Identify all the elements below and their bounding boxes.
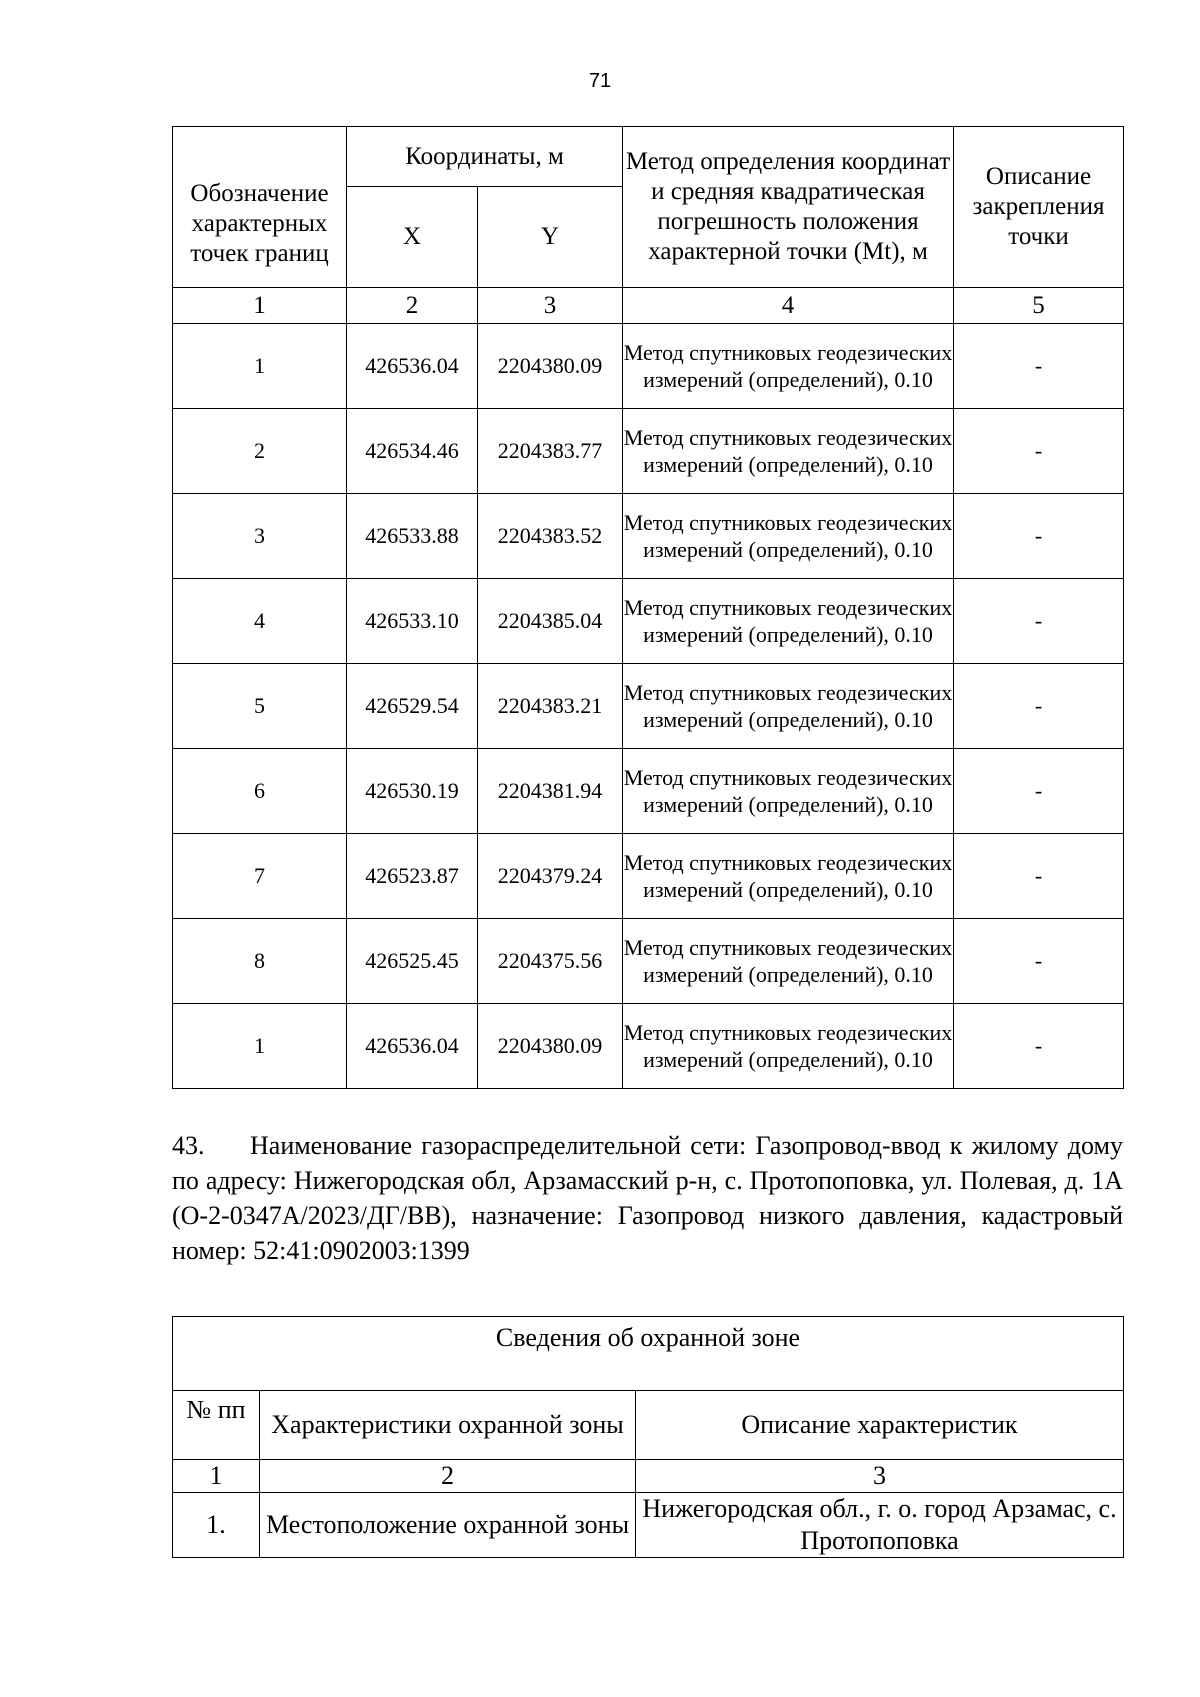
page-number: 71 [588,70,612,92]
point-number: 6 [173,749,347,834]
header-num: № пп [173,1391,260,1460]
coord-x: 426529.54 [347,664,478,749]
table-row [173,834,1124,919]
coord-y: 2204383.21 [478,664,623,749]
coord-x: 426533.10 [347,579,478,664]
table-row [173,1004,1124,1089]
column-number: 2 [260,1460,636,1493]
table-row [173,324,1124,409]
point-number: 3 [173,494,347,579]
zone-table-title: Сведения об охранной зоне [173,1317,1124,1391]
column-number: 3 [478,288,623,324]
fixation-description: - [954,579,1124,664]
column-number: 5 [954,288,1124,324]
fixation-description: - [954,494,1124,579]
fixation-description: - [954,324,1124,409]
table-row [173,409,1124,494]
coord-y: 2204379.24 [478,834,623,919]
section-paragraph [172,1128,1123,1268]
method: Метод спутниковых геодезических измерений (определений), 0.10 [623,1004,954,1089]
zone-characteristic: Местоположение охранной зоны [260,1493,636,1558]
coord-y: 2204380.09 [478,1004,623,1089]
method: Метод спутниковых геодезических измерений (определений), 0.10 [623,324,954,409]
table-row [173,664,1124,749]
point-number: 1 [173,324,347,409]
coordinates-table [172,126,1124,1089]
protected-zone-table [172,1316,1124,1558]
header-x: X [347,187,478,288]
table-row [173,494,1124,579]
method: Метод спутниковых геодезических измерений (определений), 0.10 [623,579,954,664]
header-y: Y [478,187,623,288]
method: Метод спутниковых геодезических измерений (определений), 0.10 [623,919,954,1004]
fixation-description: - [954,664,1124,749]
table-row [173,1493,1124,1558]
header-designation: Обозначение характерных точек границ [173,127,347,288]
coord-x: 426534.46 [347,409,478,494]
coord-x: 426525.45 [347,919,478,1004]
coord-x: 426536.04 [347,324,478,409]
column-number: 3 [636,1460,1124,1493]
coord-x: 426533.88 [347,494,478,579]
column-number: 1 [173,1460,260,1493]
point-number: 2 [173,409,347,494]
section-number: 43. [172,1131,205,1160]
column-number: 4 [623,288,954,324]
fixation-description: - [954,919,1124,1004]
section-text: Наименование газораспределительной сети: Газопровод-ввод к жилому дому по адресу: Нижегородская обл, Арзамасский р-н, с. Протопоповка, ул. Полевая, д. 1А (О-2-0347А/2023/ДГ/ВВ), назначение: Газопровод низкого давления, кадастровый номер: 52:41:0902003:1399 [172,1131,1123,1265]
header-coordinates: Координаты, м [347,127,623,187]
method: Метод спутниковых геодезических измерений (определений), 0.10 [623,664,954,749]
header-method: Метод определения координат и средняя квадратическая погрешность положения характерной точки (Mt), м [623,127,954,288]
fixation-description: - [954,409,1124,494]
header-description: Описание закрепления точки [954,127,1124,288]
header-description: Описание характеристик [636,1391,1124,1460]
coord-y: 2204383.52 [478,494,623,579]
point-number: 4 [173,579,347,664]
header-characteristics: Характеристики охранной зоны [260,1391,636,1460]
point-number: 1 [173,1004,347,1089]
fixation-description: - [954,834,1124,919]
method: Метод спутниковых геодезических измерений (определений), 0.10 [623,749,954,834]
fixation-description: - [954,1004,1124,1089]
coord-y: 2204380.09 [478,324,623,409]
point-number: 7 [173,834,347,919]
fixation-description: - [954,749,1124,834]
row-number: 1. [173,1493,260,1558]
method: Метод спутниковых геодезических измерений (определений), 0.10 [623,494,954,579]
table-row [173,749,1124,834]
method: Метод спутниковых геодезических измерений (определений), 0.10 [623,409,954,494]
column-number: 2 [347,288,478,324]
coord-y: 2204375.56 [478,919,623,1004]
coord-y: 2204383.77 [478,409,623,494]
table-row [173,579,1124,664]
point-number: 8 [173,919,347,1004]
coord-x: 426530.19 [347,749,478,834]
method: Метод спутниковых геодезических измерений (определений), 0.10 [623,834,954,919]
point-number: 5 [173,664,347,749]
coord-x: 426536.04 [347,1004,478,1089]
coord-y: 2204385.04 [478,579,623,664]
zone-description: Нижегородская обл., г. о. город Арзамас, с. Протопоповка [636,1493,1124,1558]
coord-y: 2204381.94 [478,749,623,834]
column-number: 1 [173,288,347,324]
coord-x: 426523.87 [347,834,478,919]
table-row [173,919,1124,1004]
